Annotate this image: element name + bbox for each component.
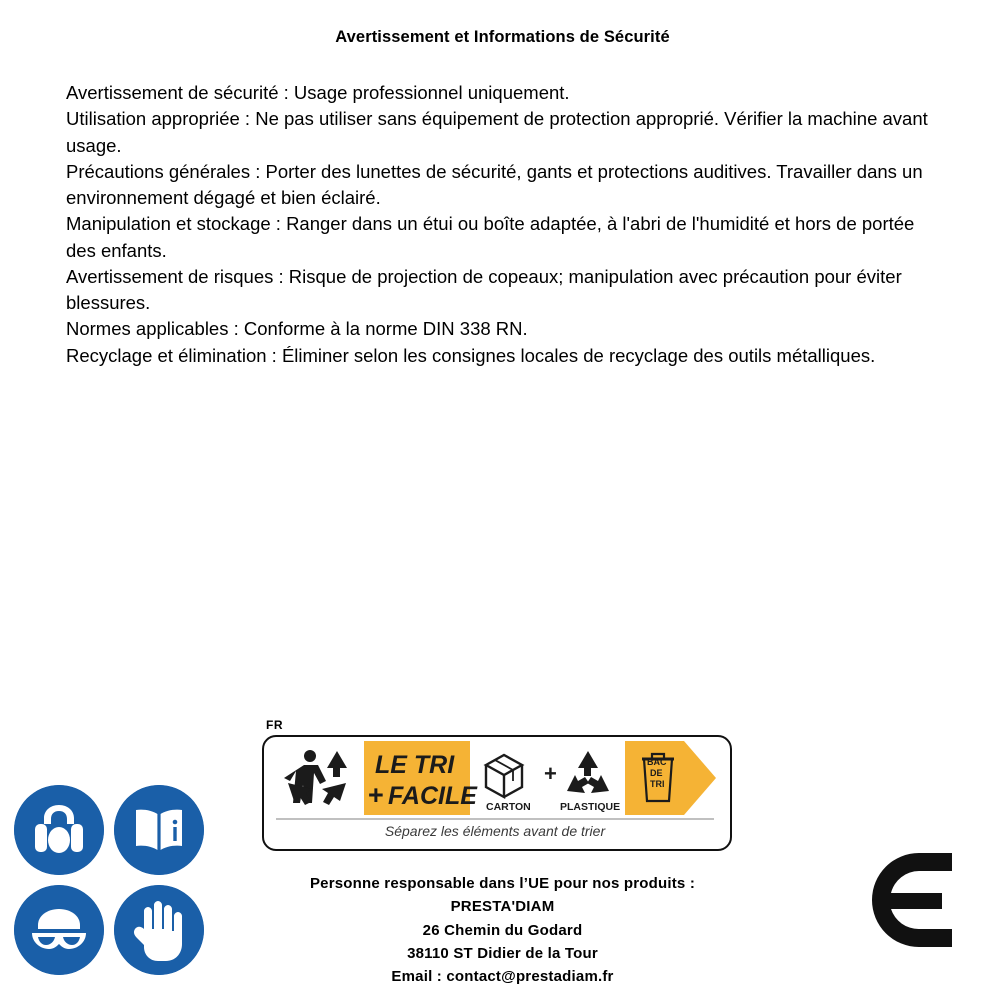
company-street: 26 Chemin du Godard [422,921,583,939]
ue-heading-prefix: Personne responsable dans l [309,875,524,892]
svg-text:Séparez les éléments avant de: Séparez les éléments avant de trier [384,823,606,839]
ear-protection-icon [14,785,104,875]
safety-paragraph-6: Normes applicables : Conforme à la norme DIN 338 RN. [66,318,528,340]
page-title: Avertissement et Informations de Sécurité [335,28,670,46]
safety-paragraph-7: Recyclage et élimination : Éliminer selon les consignes locales de recyclage des outils métalliques. [66,344,876,366]
company-email-line [0,965,1005,988]
read-manual-icon [114,785,204,875]
ue-heading-ue: UE [528,875,550,892]
safety-paragraph-5: Avertissement de risques : Risque de projection de copeaux; manipulation avec précaution pour éviter blessures. [66,265,902,314]
svg-text:+: + [544,761,557,786]
svg-text:PLASTIQUE: PLASTIQUE [560,801,621,813]
ue-heading-suffix: pour nos produits : [549,875,696,892]
ue-heading-apostrophe: ’ [523,875,529,892]
safety-information-text [66,80,946,369]
safety-paragraph-4: Manipulation et stockage : Ranger dans un étui ou boîte adaptée, à l'abri de l'humidité et hors de portée des enfants. [66,213,915,261]
email-address[interactable]: contact@prestadiam.fr [446,968,614,985]
ce-marking-icon [800,840,960,960]
svg-text:+: + [368,780,384,810]
company-name: PRESTA'DIAM [450,898,555,916]
company-city: 38110 ST Didier de la Tour [407,944,598,962]
triman-language-tag: FR [266,718,283,732]
email-label: Email : [391,968,447,985]
safety-paragraph-1: Avertissement de sécurité : Usage professionnel uniquement. [66,82,570,103]
safety-paragraph-2: Utilisation appropriée : Ne pas utiliser sans équipement de protection approprié. Vérifier la machine avant usage. [66,108,928,156]
svg-text:BAC: BAC [647,757,667,767]
svg-text:TRI: TRI [650,779,665,789]
svg-text:CARTON: CARTON [486,801,531,813]
svg-text:LE TRI: LE TRI [375,751,455,779]
triman-recycling-label [262,718,732,848]
safety-paragraph-3: Précautions générales : Porter des lunettes de sécurité, gants et protections auditives. Travailler dans un environnement dégagé et bien éclairé. [66,160,923,209]
svg-text:DE: DE [650,768,663,778]
svg-text:FACILE: FACILE [388,782,477,810]
triman-label-box [262,735,732,851]
